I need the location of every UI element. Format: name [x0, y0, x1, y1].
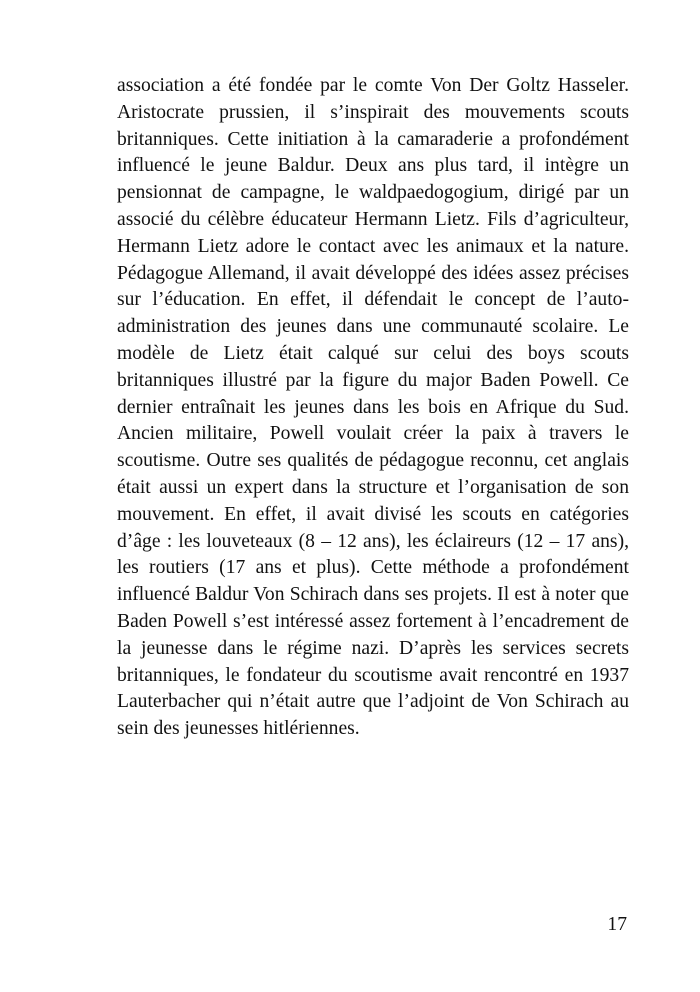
text-line: sur l’éducation. En effet, il défendait le concept de l’auto-	[117, 289, 629, 311]
text-line: la jeunesse dans le régime nazi. D’après les services secrets	[117, 637, 629, 659]
text-line: Lauterbacher qui n’était autre que l’adjoint de Von Schirach au	[117, 691, 629, 713]
page-number: 17	[607, 914, 627, 935]
text-line: influencé le jeune Baldur. Deux ans plus tard, il intègre un	[117, 155, 629, 177]
text-line: Ancien militaire, Powell voulait créer la paix à travers le	[117, 423, 629, 445]
text-line: les routiers (17 ans et plus). Cette méthode a profondément	[117, 557, 629, 579]
text-line: britanniques, le fondateur du scoutisme avait rencontré en 1937	[117, 664, 629, 686]
text-line: dernier entraînait les jeunes dans les bois en Afrique du Sud.	[117, 396, 629, 418]
text-line: britanniques. Cette initiation à la camaraderie a profondément	[117, 128, 629, 150]
text-line: Aristocrate prussien, il s’inspirait des mouvements scouts	[117, 101, 629, 123]
text-line: était aussi un expert dans la structure et l’organisation de son	[117, 476, 629, 498]
text-line: influencé Baldur Von Schirach dans ses projets. Il est à noter que	[117, 584, 629, 606]
text-line: d’âge : les louveteaux (8 – 12 ans), les éclaireurs (12 – 17 ans),	[117, 530, 629, 552]
text-line: association a été fondée par le comte Von Der Goltz Hasseler.	[117, 75, 629, 96]
body-text	[117, 73, 629, 743]
text-line: sein des jeunesses hitlériennes.	[117, 718, 360, 740]
text-line: scoutisme. Outre ses qualités de pédagogue reconnu, cet anglais	[117, 450, 629, 472]
text-line: associé du célèbre éducateur Hermann Lietz. Fils d’agriculteur,	[117, 208, 629, 230]
text-line: modèle de Lietz était calqué sur celui des boys scouts	[117, 342, 629, 364]
text-line: Pédagogue Allemand, il avait développé des idées assez précises	[117, 262, 629, 284]
text-line: Baden Powell s’est intéressé assez fortement à l’encadrement de	[117, 610, 629, 632]
text-line: Hermann Lietz adore le contact avec les animaux et la nature.	[117, 235, 629, 257]
text-line: mouvement. En effet, il avait divisé les scouts en catégories	[117, 503, 629, 525]
text-line: britanniques illustré par la figure du major Baden Powell. Ce	[117, 369, 629, 391]
text-line: pensionnat de campagne, le waldpaedogogium, dirigé par un	[117, 182, 629, 204]
text-line: administration des jeunes dans une communauté scolaire. Le	[117, 316, 629, 338]
